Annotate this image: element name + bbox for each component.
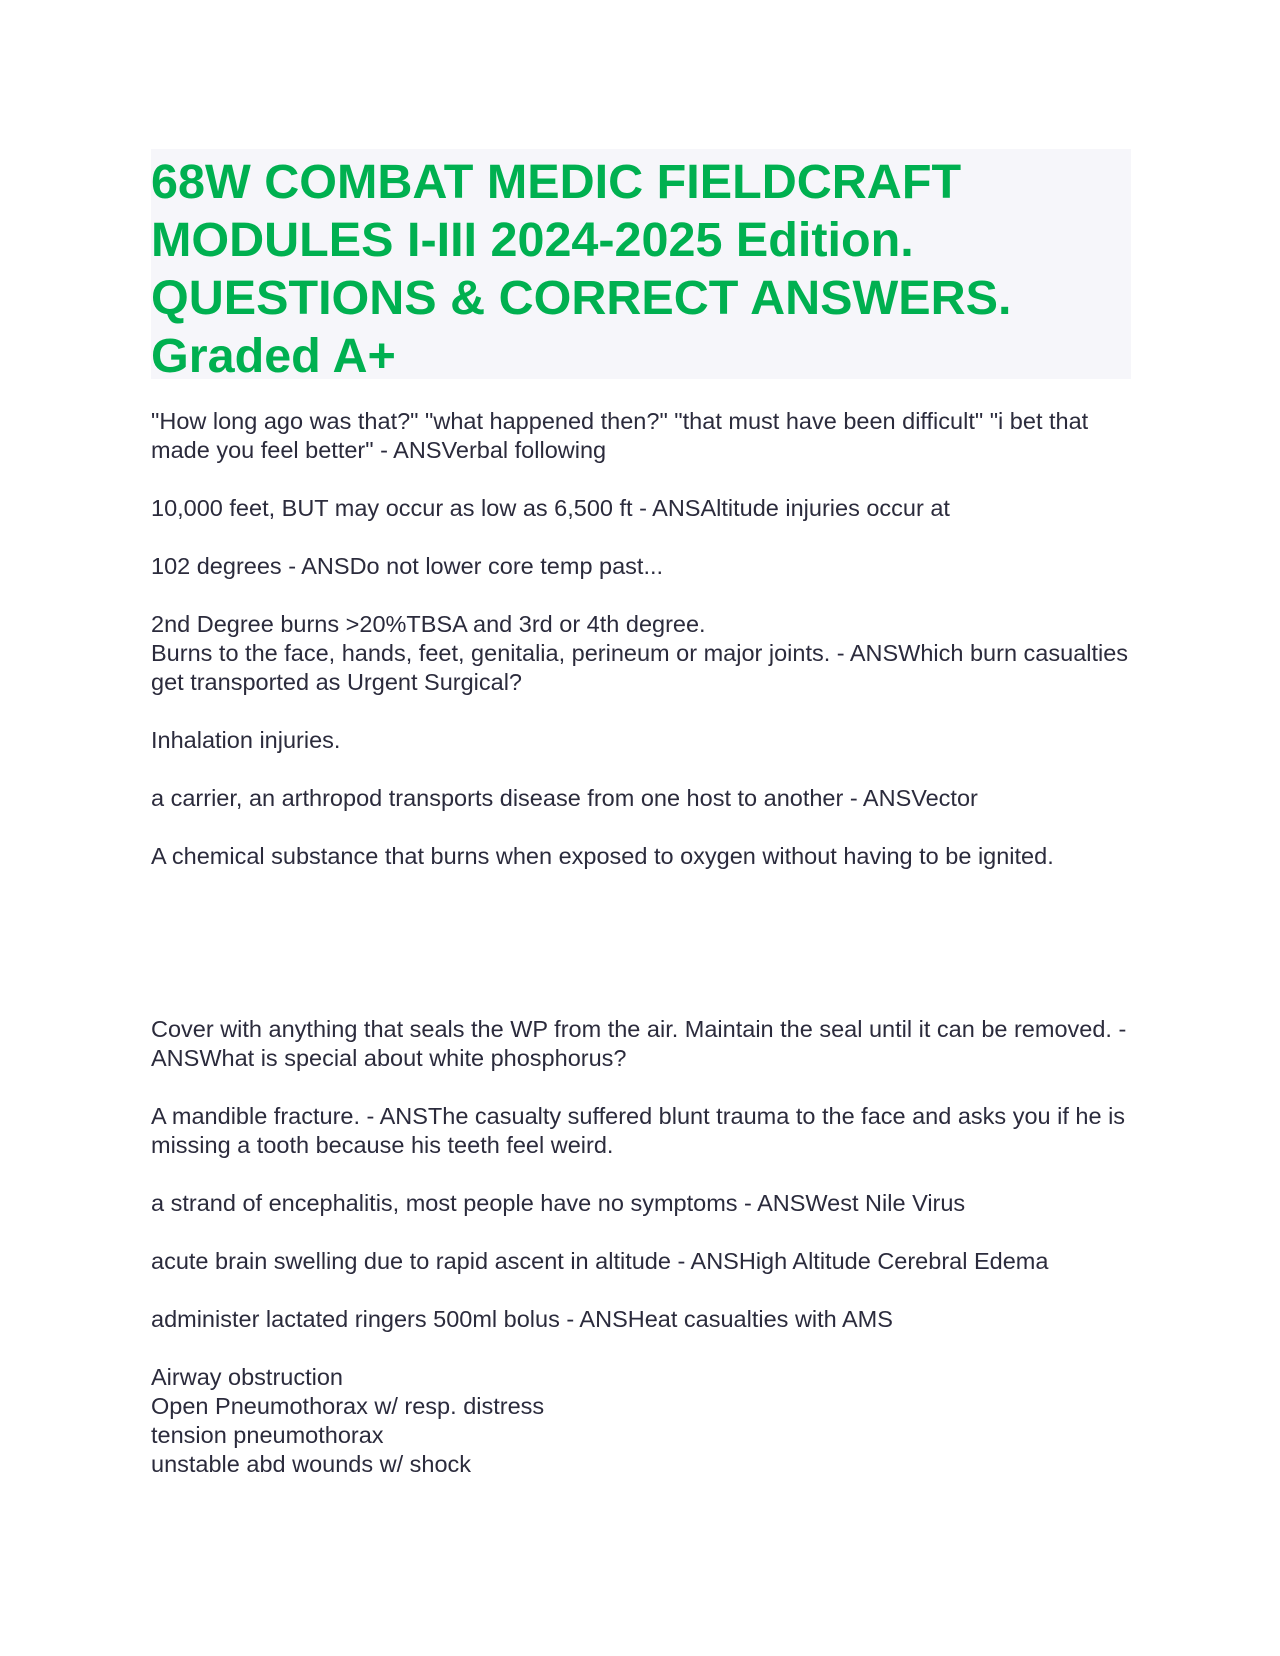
document-title: 68W COMBAT MEDIC FIELDCRAFT MODULES I-III 2024-2025 Edition. QUESTIONS & CORRECT ANSWERS. Graded A+ (151, 155, 1012, 383)
document-body (151, 407, 1131, 1479)
qa-paragraph: Inhalation injuries. (151, 727, 341, 753)
qa-paragraph: administer lactated ringers 500ml bolus - ANSHeat casualties with AMS (151, 1306, 893, 1332)
document-page (151, 149, 1131, 1508)
qa-paragraph: 10,000 feet, BUT may occur as low as 6,500 ft - ANSAltitude injuries occur at (151, 495, 950, 521)
qa-paragraph: a strand of encephalitis, most people have no symptoms - ANSWest Nile Virus (151, 1190, 966, 1216)
qa-paragraph: 102 degrees - ANSDo not lower core temp past... (151, 553, 664, 579)
qa-paragraph: A chemical substance that burns when exposed to oxygen without having to be ignited. (151, 843, 1054, 869)
title-block (151, 149, 1131, 383)
qa-paragraph: 2nd Degree burns >20%TBSA and 3rd or 4th degree. Burns to the face, hands, feet, genitalia, perineum or major joints. - ANSWhich burn casualties get transported as Urgent Surgical? (151, 611, 1129, 695)
qa-paragraph: Airway obstruction Open Pneumothorax w/ resp. distress tension pneumothorax unstable abd wounds w/ shock (151, 1364, 545, 1477)
qa-paragraph: "How long ago was that?" "what happened then?" "that must have been difficult" "i bet that made you feel better" - ANSVerbal following (151, 408, 1089, 463)
qa-paragraph: acute brain swelling due to rapid ascent in altitude - ANSHigh Altitude Cerebral Edema (151, 1248, 1049, 1274)
qa-paragraph: A mandible fracture. - ANSThe casualty suffered blunt trauma to the face and asks you if he is missing a tooth because his teeth feel weird. (151, 1103, 1126, 1158)
qa-paragraph: Cover with anything that seals the WP from the air. Maintain the seal until it can be removed. - ANSWhat is special about white phosphorus? (151, 1016, 1127, 1071)
qa-paragraph: a carrier, an arthropod transports disease from one host to another - ANSVector (151, 785, 978, 811)
